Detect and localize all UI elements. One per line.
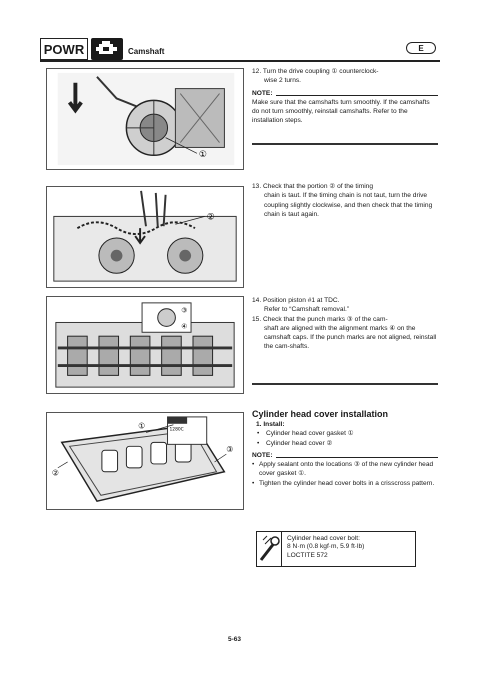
step-13-text-cont: chain is taut. If the timing chain is not taut, turn the drive coupling slightly clockwise, and then check that the timing chain is taut again. xyxy=(264,192,433,218)
note-heading: NOTE: xyxy=(252,451,438,460)
spec-bolt-name: Cylinder head cover bolt: xyxy=(287,535,360,542)
step-13-text: 13. Check that the portion ② of the timing xyxy=(252,183,374,190)
note-heading: NOTE: xyxy=(252,89,438,98)
torque-wrench-icon xyxy=(257,532,282,566)
step-12-block xyxy=(252,67,438,126)
spec-sealant: LOCTITE 572 xyxy=(287,551,328,559)
figure3-callout-4: ④ xyxy=(181,322,188,331)
figure-timing-chain xyxy=(46,186,244,288)
install-item-cover: • Cylinder head cover ② xyxy=(252,439,438,448)
spec-torque-value: 8 N·m (0.8 kgf·m, 5.9 ft·lb) xyxy=(287,543,365,551)
install-note-tighten: • Tighten the cylinder head cover bolts in a crisscross pattern. xyxy=(252,479,438,488)
header-rule xyxy=(40,60,440,62)
figure4-callout-2: ② xyxy=(51,468,59,478)
step-14-text: 14. Position piston #1 at TDC. xyxy=(252,297,340,304)
step-12-text: 12. Turn the drive coupling ① counterclock- xyxy=(252,68,379,75)
chapter-tab: POWR xyxy=(40,38,88,60)
figure4-callout-1: ① xyxy=(138,421,146,431)
torque-spec-box xyxy=(256,531,416,567)
divider xyxy=(252,383,438,385)
section-title: Camshaft xyxy=(128,47,165,56)
install-item-gasket: • Cylinder head cover gasket ① xyxy=(252,429,438,438)
figure3-callout-3: ③ xyxy=(181,306,188,315)
step-12-note: Make sure that the camshafts turn smoothly. If the camshafts do not turn smoothly, reinstall camshafts. Refer to the installation steps. xyxy=(252,98,430,125)
engine-icon xyxy=(91,38,123,60)
step-14-ref: Refer to “Camshaft removal.” xyxy=(264,306,350,314)
figure1-callout: ① xyxy=(198,150,207,161)
step-14-15-block xyxy=(252,296,438,352)
figure4-callout-3: ③ xyxy=(226,445,234,455)
install-step-1: 1. Install: xyxy=(256,421,285,428)
language-badge: E xyxy=(406,42,436,54)
figure2-callout: ② xyxy=(206,212,215,223)
step-13-block xyxy=(252,182,438,219)
install-note-sealant: • Apply sealant onto the locations ③ of the new cylinder head cover gasket ①. xyxy=(252,460,438,479)
step-15-text-cont: shaft are aligned with the alignment marks ④ on the camshaft caps. If the punch marks are not aligned, reinstall the cam-shafts. xyxy=(264,324,437,351)
install-title: Cylinder head cover installation xyxy=(252,409,389,419)
figure-drive-coupling xyxy=(46,68,244,170)
figure-camshaft-marks xyxy=(46,296,244,394)
figure-head-cover xyxy=(46,412,244,510)
divider xyxy=(252,143,438,145)
install-block xyxy=(252,408,438,488)
page-number: 5-63 xyxy=(228,636,242,643)
step-12-text-cont: wise 2 turns. xyxy=(264,77,302,85)
figure4-stamp: 1280C xyxy=(169,427,184,433)
step-15-text: 15. Check that the punch marks ③ of the cam- xyxy=(252,315,388,323)
